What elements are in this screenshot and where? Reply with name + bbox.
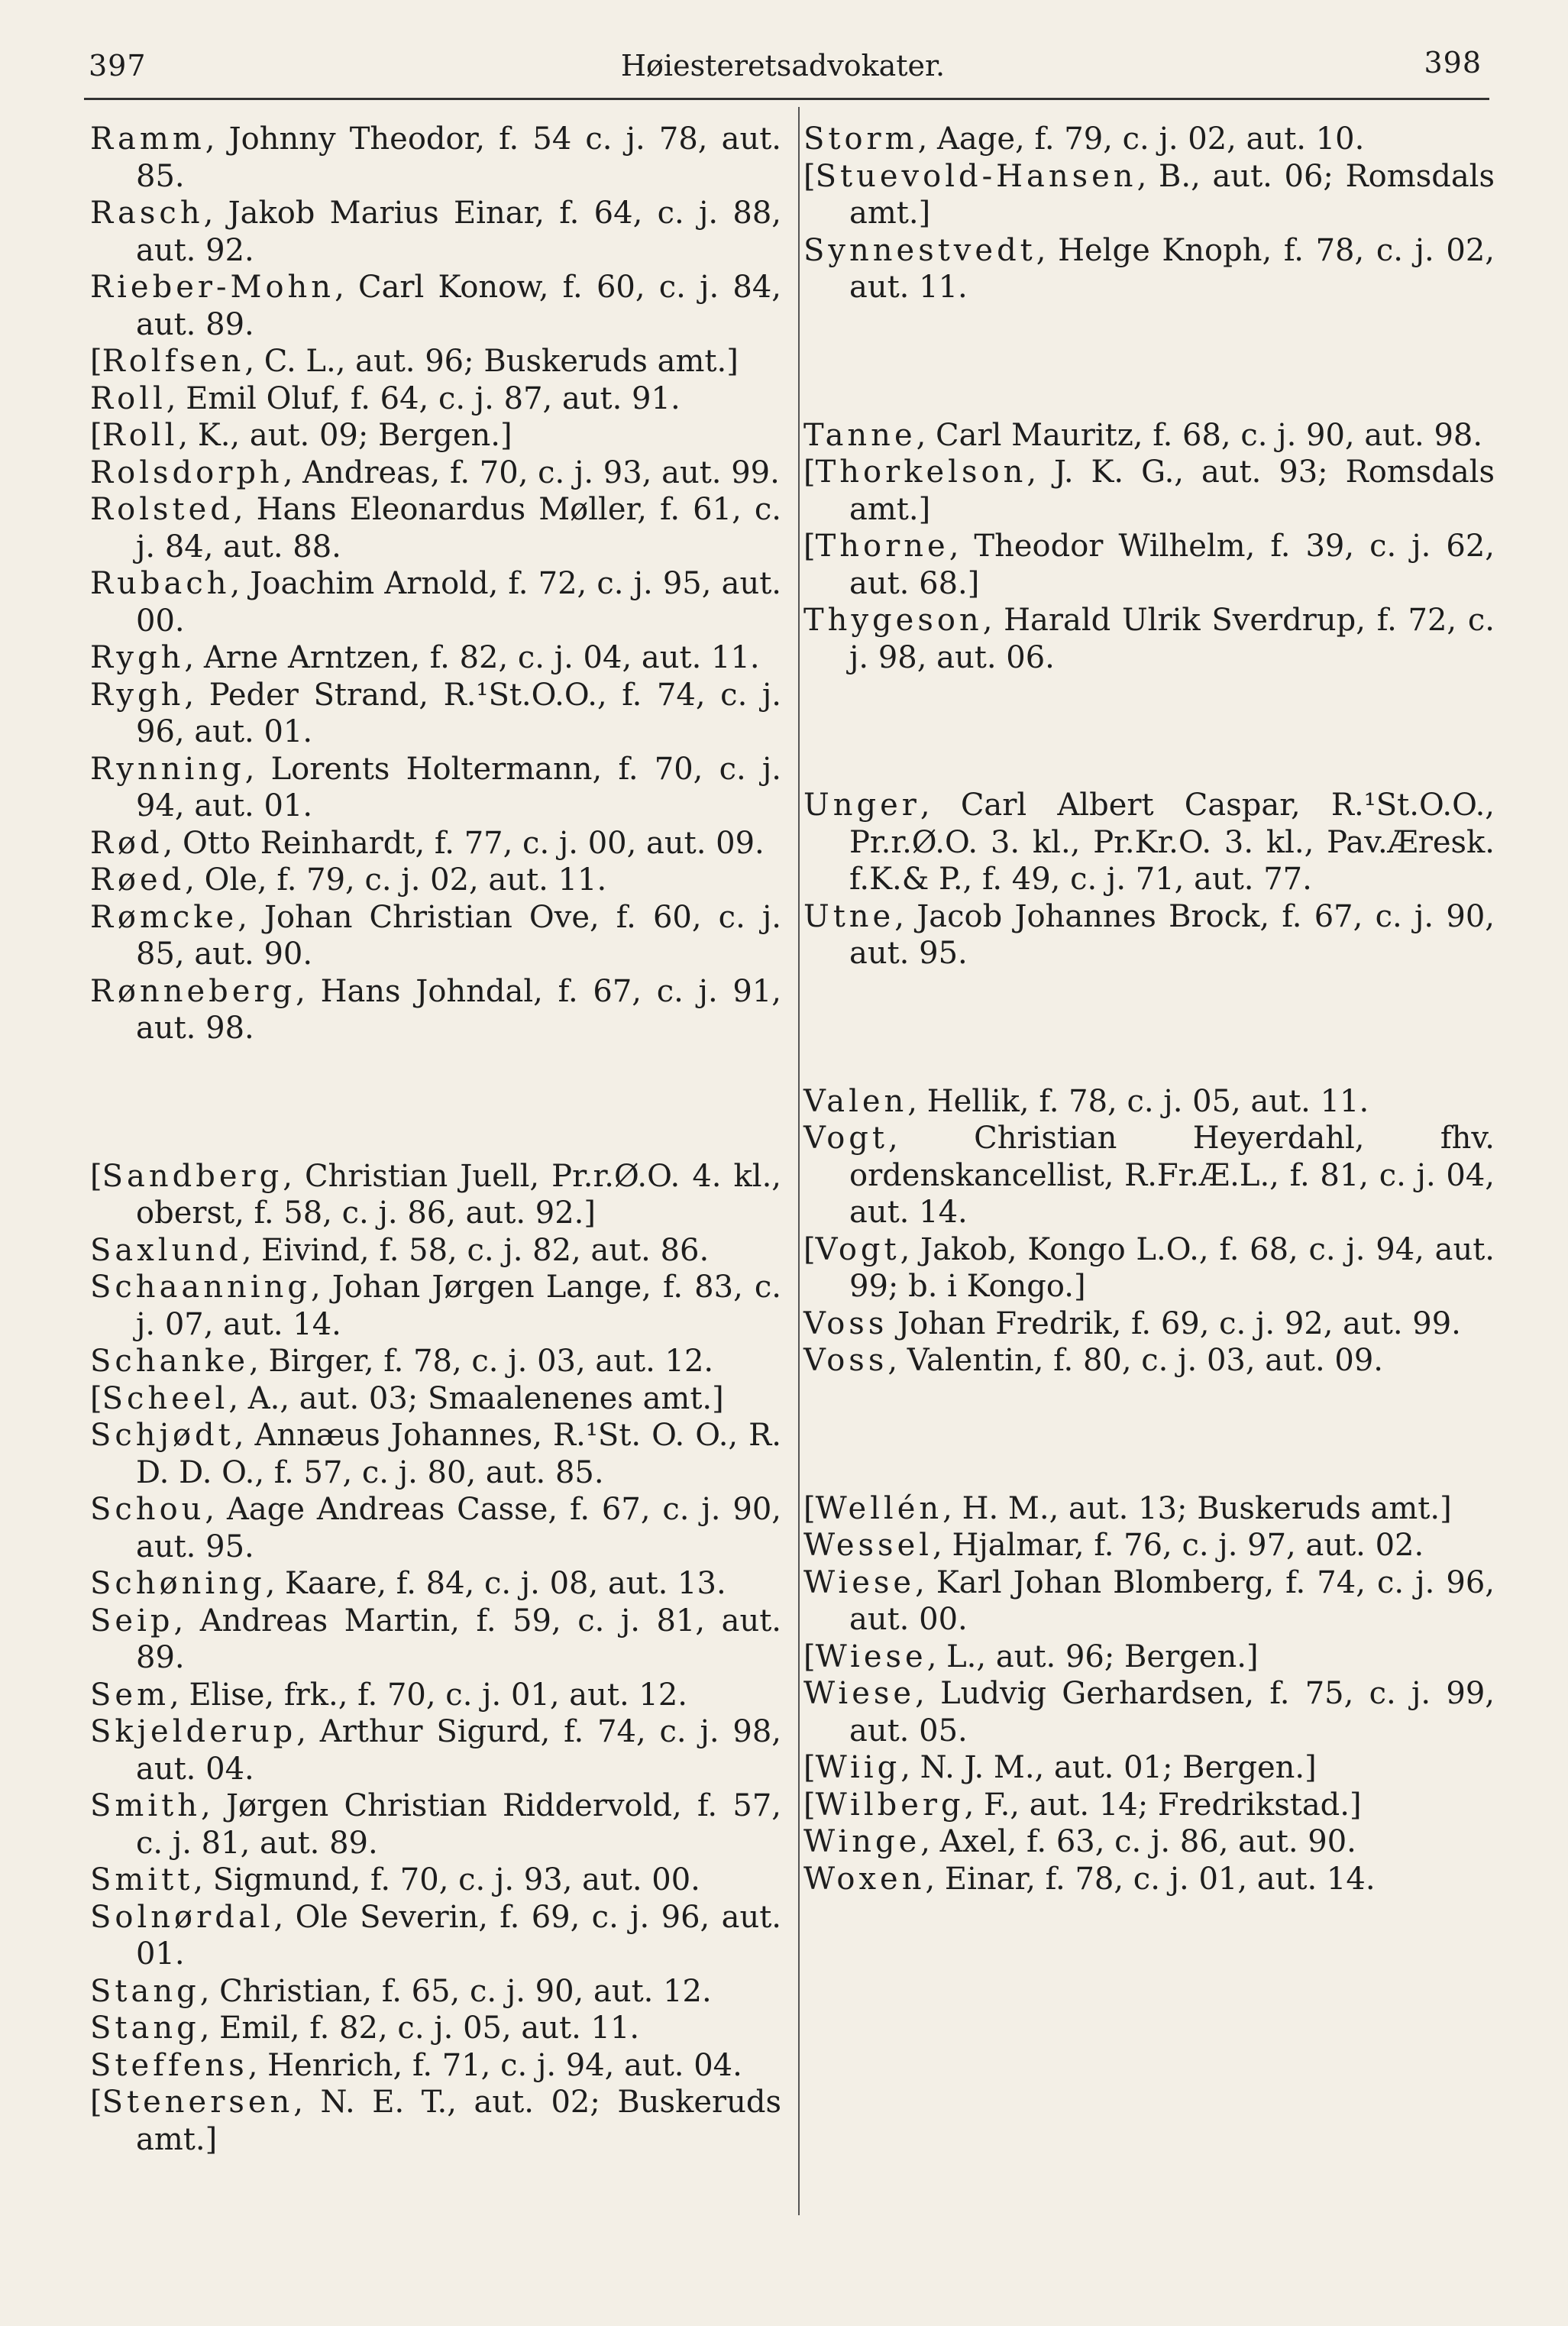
- entry-details: , Annæus Johannes, R.¹St. O. O., R. D. D. O., f. 57, c. j. 80, aut. 85.: [136, 1418, 781, 1490]
- entry-details: , Sigmund, f. 70, c. j. 93, aut. 00.: [193, 1862, 700, 1897]
- directory-entry: [803, 1749, 1495, 1787]
- running-title: Høiesteretsadvokater.: [620, 49, 946, 82]
- entry-details: , Aage Andreas Casse, f. 67, c. j. 90, aut. 95.: [136, 1492, 781, 1564]
- entry-details: , Andreas, f. 70, c. j. 93, aut. 99.: [283, 455, 780, 490]
- entry-surname: Stang: [90, 1973, 200, 2009]
- directory-entry: [90, 973, 781, 1047]
- entry-surname: Roll: [90, 380, 166, 416]
- entry-details: , Ludvig Gerhardsen, f. 75, c. j. 99, aut. 05.: [849, 1676, 1495, 1749]
- entry-surname: Smitt: [90, 1862, 194, 1897]
- directory-entry: [803, 1120, 1495, 1231]
- entry-surname: Wiese: [803, 1564, 916, 1600]
- directory-entry: [803, 1787, 1495, 1824]
- directory-entry: [803, 1305, 1495, 1343]
- entry-details: , Henrich, f. 71, c. j. 94, aut. 04.: [247, 2047, 742, 2083]
- entry-details: , Johan Christian Ove, f. 60, c. j. 85, aut. 90.: [136, 899, 781, 972]
- entry-details: , N. J. M., aut. 01; Bergen.]: [900, 1750, 1317, 1785]
- entry-surname: Voss: [803, 1343, 888, 1378]
- directory-entry: [90, 1565, 781, 1603]
- directory-entry: [90, 862, 781, 899]
- entry-bracket: [: [90, 418, 102, 453]
- directory-entry: [803, 1527, 1495, 1564]
- directory-entry: [90, 825, 781, 862]
- entry-surname: Rubach: [90, 566, 231, 601]
- entry-details: , Johnny Theodor, f. 54 c. j. 78, aut. 85.: [136, 121, 781, 194]
- entry-details: , A., aut. 03; Smaalenenes amt.]: [228, 1380, 724, 1416]
- entry-surname: Røed: [90, 862, 186, 898]
- directory-entry: [803, 1639, 1495, 1676]
- entry-bracket: [: [803, 1490, 816, 1526]
- directory-entry: [90, 1603, 781, 1677]
- entry-details: , Helge Knoph, f. 78, c. j. 02, aut. 11.: [849, 232, 1495, 305]
- entry-surname: Vogt: [803, 1121, 888, 1156]
- entry-surname: Storm: [803, 121, 918, 157]
- entry-details: , Hellik, f. 78, c. j. 05, aut. 11.: [907, 1083, 1369, 1119]
- entry-surname: Rønneberg: [90, 973, 296, 1009]
- directory-entry: [90, 1787, 781, 1862]
- entry-surname: Valen: [803, 1083, 908, 1119]
- left-column: [90, 121, 781, 2158]
- entry-details: , K., aut. 09; Bergen.]: [178, 418, 512, 453]
- directory-entry: [90, 1677, 781, 1714]
- entry-bracket: [: [803, 1639, 816, 1674]
- entry-details: Johan Fredrik, f. 69, c. j. 92, aut. 99.: [887, 1305, 1461, 1341]
- entry-details: , Arne Arntzen, f. 82, c. j. 04, aut. 11.: [184, 640, 760, 675]
- entry-surname: Sandberg: [102, 1158, 283, 1194]
- entry-surname: Rynning: [90, 751, 245, 787]
- section-gap: [803, 972, 1495, 1083]
- entry-surname: Stenersen: [102, 2085, 294, 2120]
- entry-details: , Harald Ulrik Sverdrup, f. 72, c. j. 98, aut. 06.: [849, 603, 1495, 675]
- entry-surname: Rolsted: [90, 492, 234, 527]
- entry-details: , Jacob Johannes Brock, f. 67, c. j. 90, aut. 95.: [849, 898, 1495, 971]
- entry-details: , Jakob Marius Einar, f. 64, c. j. 88, aut. 92.: [136, 196, 781, 268]
- entry-details: , Otto Reinhardt, f. 77, c. j. 00, aut. 09.: [163, 825, 765, 861]
- entry-surname: Synnestvedt: [803, 232, 1036, 268]
- right-column: [803, 121, 1495, 1897]
- directory-entry: [803, 1861, 1495, 1898]
- entry-details: , Hjalmar, f. 76, c. j. 97, aut. 02.: [933, 1528, 1424, 1563]
- directory-entry: [803, 1675, 1495, 1749]
- section-gap: [803, 1380, 1495, 1490]
- section-gap: [90, 1047, 781, 1158]
- entry-details: , Elise, frk., f. 70, c. j. 01, aut. 12.: [170, 1677, 688, 1713]
- directory-entry: [90, 1491, 781, 1565]
- entry-details: , Christian, f. 65, c. j. 90, aut. 12.: [199, 1973, 712, 2009]
- entry-details: , Emil Oluf, f. 64, c. j. 87, aut. 91.: [166, 380, 681, 416]
- entry-surname: Stuevold-Hansen: [815, 158, 1137, 194]
- entry-surname: Steffens: [90, 2047, 248, 2083]
- directory-entry: [803, 602, 1495, 676]
- directory-entry: [90, 1899, 781, 1973]
- entry-surname: Skjelderup: [90, 1714, 297, 1749]
- entry-surname: Rømcke: [90, 899, 238, 935]
- entry-bracket: [: [803, 1787, 816, 1823]
- entry-surname: Wellén: [815, 1490, 943, 1526]
- entry-details: , Hans Johndal, f. 67, c. j. 91, aut. 98.: [136, 973, 781, 1046]
- left-page-number: 397: [89, 49, 147, 82]
- entry-surname: Voss: [803, 1305, 888, 1341]
- column-divider: [798, 107, 800, 2215]
- entry-details: , B., aut. 06; Romsdals amt.]: [849, 158, 1495, 231]
- directory-entry: [803, 898, 1495, 972]
- entry-details: , Theodor Wilhelm, f. 39, c. j. 62, aut. 68.]: [849, 529, 1495, 601]
- directory-entry: [803, 1564, 1495, 1639]
- entry-details: , Christian Juell, Pr.r.Ø.O. 4. kl., oberst, f. 58, c. j. 86, aut. 92.]: [136, 1158, 781, 1231]
- entry-surname: Solnørdal: [90, 1899, 274, 1935]
- entry-surname: Sem: [90, 1677, 170, 1713]
- directory-entry: [803, 1083, 1495, 1121]
- directory-entry: [90, 899, 781, 973]
- entry-details: , Karl Johan Blomberg, f. 74, c. j. 96, aut. 00.: [849, 1564, 1495, 1637]
- entry-surname: Wilberg: [815, 1787, 965, 1823]
- entry-details: , J. K. G., aut. 93; Romsdals amt.]: [849, 455, 1495, 527]
- entry-bracket: [: [803, 158, 816, 194]
- entry-surname: Scheel: [102, 1380, 229, 1416]
- entry-details: , Hans Eleonardus Møller, f. 61, c. j. 84, aut. 88.: [136, 492, 781, 565]
- directory-entry: [90, 1862, 781, 1899]
- entry-details: , Arthur Sigurd, f. 74, c. j. 98, aut. 04.: [136, 1714, 781, 1787]
- entry-surname: Wiese: [815, 1639, 927, 1674]
- entry-surname: Schanke: [90, 1344, 250, 1379]
- entry-details: , Christian Heyerdahl, fhv. ordenskancellist, R.Fr.Æ.L., f. 81, c. j. 04, aut. 14.: [849, 1121, 1495, 1230]
- directory-entry: [803, 787, 1495, 898]
- entry-details: , Johan Jørgen Lange, f. 83, c. j. 07, aut. 14.: [136, 1270, 781, 1342]
- directory-entry: [90, 269, 781, 343]
- right-page-number: 398: [1424, 46, 1482, 79]
- entry-surname: Vogt: [815, 1231, 900, 1267]
- directory-entry: [90, 1343, 781, 1380]
- entry-surname: Rolfsen: [102, 344, 245, 379]
- entry-surname: Schaanning: [90, 1270, 311, 1305]
- entry-surname: Schjødt: [90, 1418, 234, 1453]
- directory-entry: [90, 677, 781, 751]
- entry-surname: Seip: [90, 1603, 174, 1639]
- entry-surname: Winge: [803, 1824, 921, 1859]
- entry-surname: Wiese: [803, 1676, 916, 1711]
- entry-details: , F., aut. 14; Fredrikstad.]: [964, 1787, 1362, 1823]
- entry-details: , Joachim Arnold, f. 72, c. j. 95, aut. 00.: [136, 566, 781, 639]
- entry-details: , Jakob, Kongo L.O., f. 68, c. j. 94, aut. 99; b. i Kongo.]: [849, 1231, 1495, 1304]
- entry-details: , Ole Severin, f. 69, c. j. 96, aut. 01.: [136, 1899, 781, 1972]
- entry-details: , Jørgen Christian Riddervold, f. 57, c. j. 81, aut. 89.: [136, 1788, 781, 1861]
- directory-entry: [90, 1973, 781, 2011]
- directory-entry: [90, 343, 781, 380]
- directory-entry: [803, 121, 1495, 158]
- directory-entry: [90, 455, 781, 492]
- directory-entry: [803, 1490, 1495, 1528]
- entry-surname: Schøning: [90, 1566, 266, 1601]
- entry-surname: Saxlund: [90, 1232, 242, 1268]
- entry-surname: Roll: [102, 418, 179, 453]
- entry-details: , Kaare, f. 84, c. j. 08, aut. 13.: [265, 1566, 726, 1601]
- entry-surname: Wessel: [803, 1528, 933, 1563]
- entry-surname: Rasch: [90, 196, 204, 231]
- entry-surname: Thorne: [815, 529, 949, 564]
- entry-details: , Valentin, f. 80, c. j. 03, aut. 09.: [887, 1343, 1383, 1378]
- entry-bracket: [: [90, 344, 102, 379]
- directory-entry: [90, 1269, 781, 1343]
- entry-bracket: [: [803, 1750, 816, 1785]
- directory-entry: [90, 491, 781, 565]
- entry-surname: Wiig: [815, 1750, 901, 1785]
- section-gap: [803, 676, 1495, 787]
- directory-entry: [90, 1417, 781, 1491]
- entry-details: , Aage, f. 79, c. j. 02, aut. 10.: [917, 121, 1365, 157]
- entry-details: , Carl Mauritz, f. 68, c. j. 90, aut. 98.: [916, 417, 1483, 453]
- directory-entry: [90, 417, 781, 455]
- directory-entry: [90, 2084, 781, 2158]
- directory-entry: [90, 1158, 781, 1232]
- directory-entry: [803, 158, 1495, 232]
- entry-surname: Thygeson: [803, 603, 983, 638]
- header-rule: [84, 98, 1489, 100]
- entry-surname: Thorkelson: [815, 455, 1027, 490]
- entry-surname: Rolsdorph: [90, 455, 283, 490]
- directory-entry: [90, 2010, 781, 2047]
- entry-details: , N. E. T., aut. 02; Buskeruds amt.]: [136, 2085, 781, 2157]
- entry-surname: Smith: [90, 1788, 201, 1823]
- entry-bracket: [: [803, 455, 816, 490]
- directory-entry: [803, 417, 1495, 455]
- entry-bracket: [: [803, 1231, 816, 1267]
- entry-bracket: [: [803, 529, 816, 564]
- directory-entry: [803, 1231, 1495, 1305]
- entry-bracket: [: [90, 1380, 102, 1416]
- entry-details: , Axel, f. 63, c. j. 86, aut. 90.: [920, 1824, 1356, 1859]
- directory-entry: [803, 232, 1495, 306]
- entry-details: , Carl Konow, f. 60, c. j. 84, aut. 89.: [136, 270, 781, 342]
- entry-surname: Utne: [803, 898, 895, 934]
- entry-surname: Rygh: [90, 640, 185, 675]
- directory-entry: [90, 565, 781, 639]
- directory-entry: [90, 380, 781, 418]
- page-header: [76, 44, 1489, 90]
- directory-entry: [90, 751, 781, 825]
- directory-entry: [90, 2047, 781, 2085]
- directory-entry: [803, 454, 1495, 528]
- directory-entry: [90, 1232, 781, 1270]
- entry-details: , Emil, f. 82, c. j. 05, aut. 11.: [199, 2011, 640, 2046]
- entry-surname: Unger: [803, 788, 920, 823]
- directory-entry: [90, 195, 781, 269]
- entry-details: , Eivind, f. 58, c. j. 82, aut. 86.: [241, 1232, 710, 1268]
- entry-details: , Ole, f. 79, c. j. 02, aut. 11.: [185, 862, 607, 898]
- entry-details: , Peder Strand, R.¹St.O.O., f. 74, c. j. 96, aut. 01.: [136, 677, 781, 749]
- directory-entry: [803, 1342, 1495, 1380]
- entry-details: , H. M., aut. 13; Buskeruds amt.]: [942, 1490, 1452, 1526]
- directory-entry: [90, 1713, 781, 1787]
- directory-entry: [803, 528, 1495, 602]
- entry-bracket: [: [90, 1158, 102, 1194]
- entry-details: , Lorents Holtermann, f. 70, c. j. 94, aut. 01.: [136, 751, 781, 823]
- entry-surname: Rygh: [90, 677, 185, 713]
- entry-surname: Stang: [90, 2011, 200, 2046]
- entry-surname: Ramm: [90, 121, 205, 157]
- directory-entry: [803, 1823, 1495, 1861]
- directory-entry: [90, 1380, 781, 1418]
- entry-surname: Tanne: [803, 417, 917, 453]
- entry-surname: Woxen: [803, 1861, 926, 1897]
- entry-surname: Schou: [90, 1492, 205, 1527]
- directory-entry: [90, 121, 781, 195]
- entry-bracket: [: [90, 2085, 102, 2120]
- entry-details: , Andreas Martin, f. 59, c. j. 81, aut. 89.: [136, 1603, 781, 1675]
- section-gap: [803, 306, 1495, 417]
- entry-surname: Rød: [90, 825, 163, 861]
- entry-details: , Einar, f. 78, c. j. 01, aut. 14.: [925, 1861, 1376, 1897]
- entry-details: , L., aut. 96; Bergen.]: [926, 1639, 1259, 1674]
- entry-details: , Carl Albert Caspar, R.¹St.O.O., Pr.r.Ø.O. 3. kl., Pr.Kr.O. 3. kl., Pav.Æresk. f.K.& P., f. 49, c. j. 71, aut. 77.: [849, 788, 1495, 897]
- entry-details: , Birger, f. 78, c. j. 03, aut. 12.: [249, 1344, 714, 1379]
- entry-surname: Rieber-Mohn: [90, 270, 335, 305]
- entry-details: , C. L., aut. 96; Buskeruds amt.]: [244, 344, 739, 379]
- directory-entry: [90, 639, 781, 677]
